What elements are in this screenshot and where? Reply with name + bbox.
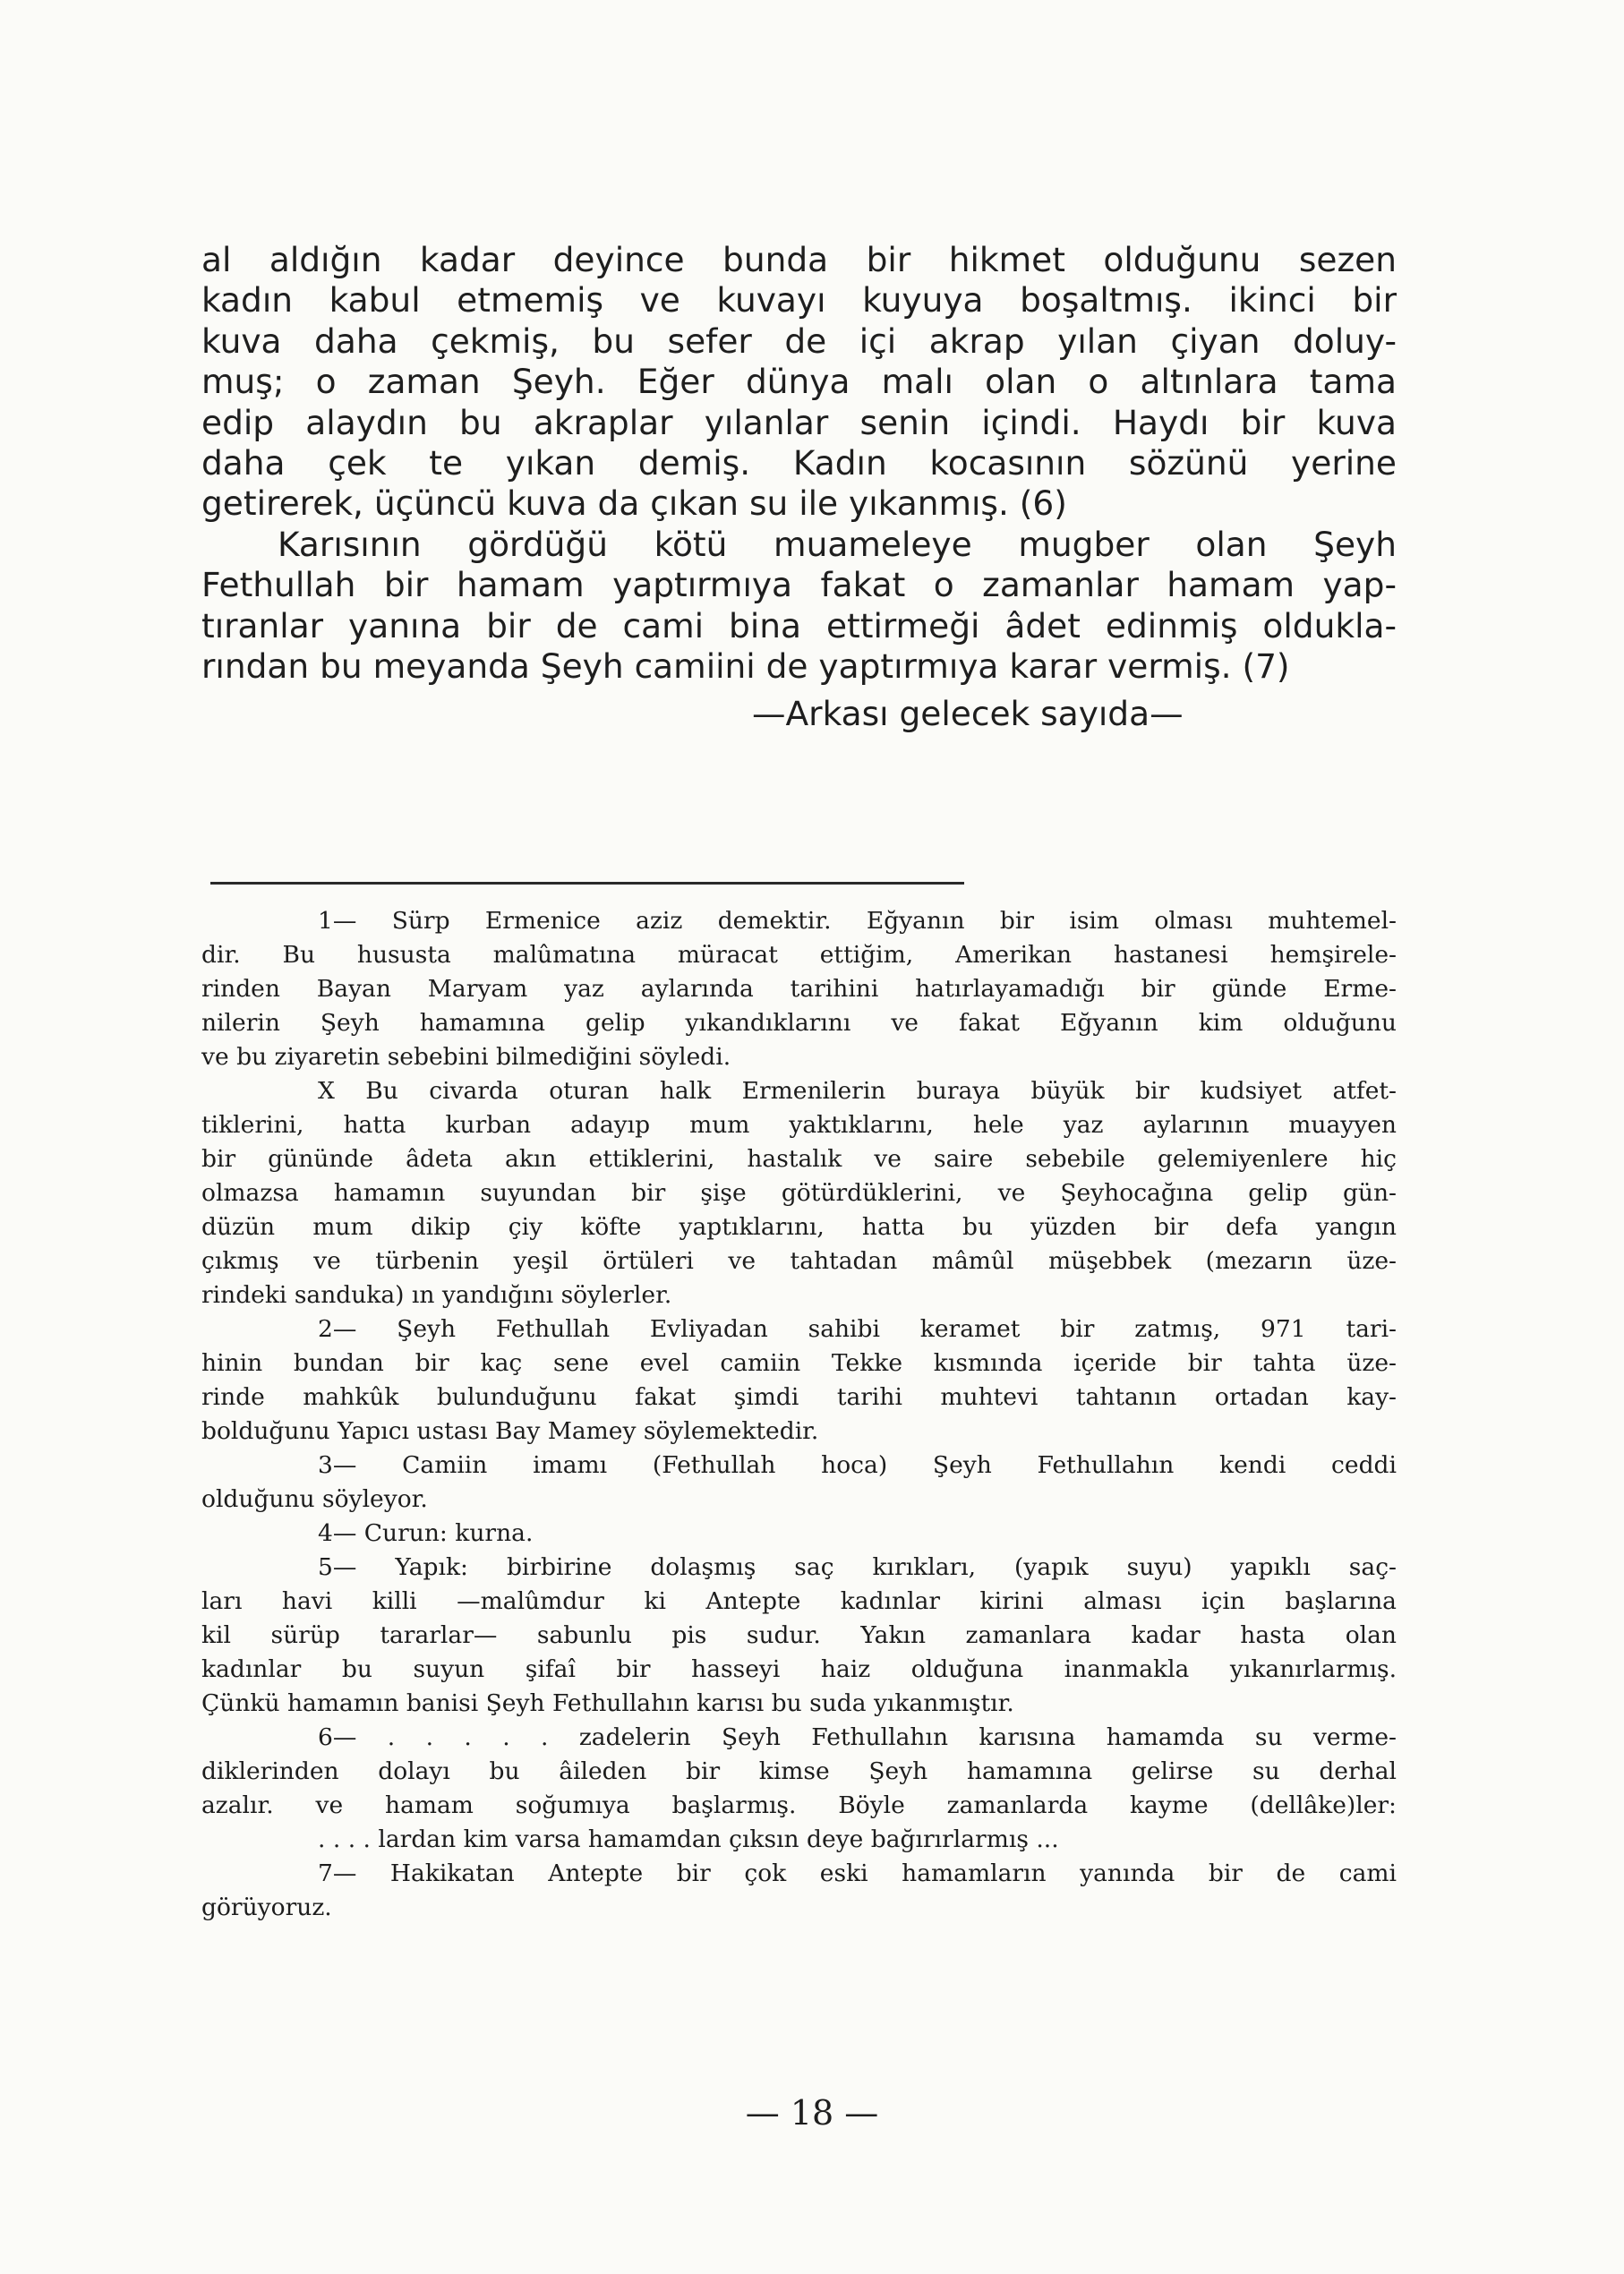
footnote-line: bir gününde âdeta akın ettiklerini, hastalık ve saire sebebile gelemiyenlere hiç (201, 1145, 1397, 1173)
footnote-line: ları havi killi —malûmdur ki Antepte kadınlar kirini alması için başlarına (201, 1587, 1397, 1615)
footnote-line: olmazsa hamamın suyundan bir şişe götürdüklerini, ve Şeyhocağına gelip gün- (201, 1179, 1397, 1207)
footnotes (201, 904, 1397, 1925)
footnote-line: rinde mahkûk bulunduğunu fakat şimdi tarihi muhtevi tahtanın ortadan kay- (201, 1383, 1397, 1411)
footnote-line: Çünkü hamamın banisi Şeyh Fethullahın karısı bu suda yıkanmıştır. (201, 1689, 1014, 1717)
footnote-line: diklerinden dolayı bu âileden bir kimse Şeyh hamamına gelirse su derhal (201, 1757, 1397, 1785)
footnote-line: 4— Curun: kurna. (318, 1519, 534, 1547)
footnote-line: azalır. ve hamam soğumıya başlarmış. Böyle zamanlarda kayme (dellâke)ler: (201, 1791, 1397, 1819)
footnote-line: 2— Şeyh Fethullah Evliyadan sahibi keramet bir zatmış, 971 tari- (318, 1315, 1397, 1343)
continued-notice: —Arkası gelecek sayıda— (752, 694, 1184, 734)
body-line: Karısının gördüğü kötü muameleye mugber olan Şeyh (278, 524, 1397, 564)
article-body (201, 240, 1397, 735)
body-line: Fethullah bir hamam yaptırmıya fakat o zamanlar hamam yap- (201, 565, 1397, 605)
footnote-line: 3— Camiin imamı (Fethullah hoca) Şeyh Fethullahın kendi ceddi (318, 1451, 1397, 1479)
footnote-line: dir. Bu hususta malûmatına müracat ettiğim, Amerikan hastanesi hemşirele- (201, 941, 1397, 969)
footnote-line: çıkmış ve türbenin yeşil örtüleri ve tahtadan mâmûl müşebbek (mezarın üze- (201, 1247, 1397, 1275)
body-line: edip alaydın bu akraplar yılanlar senin içindi. Haydı bir kuva (201, 402, 1397, 442)
footnote-line: . . . . lardan kim varsa hamamdan çıksın deye bağırırlarmış ... (318, 1825, 1059, 1853)
footnote-line: görüyoruz. (201, 1894, 332, 1921)
footnote-line: kil sürüp tararlar— sabunlu pis sudur. Yakın zamanlara kadar hasta olan (201, 1621, 1397, 1649)
footnote-line: rinden Bayan Maryam yaz aylarında tarihini hatırlayamadığı bir günde Erme- (201, 975, 1397, 1003)
footnote-line: olduğunu söyleyor. (201, 1485, 428, 1513)
footnote-line: düzün mum dikip çiy köfte yaptıklarını, hatta bu yüzden bir defa yangın (201, 1213, 1397, 1241)
footnote-line: nilerin Şeyh hamamına gelip yıkandıklarını ve fakat Eğyanın kim olduğunu (201, 1009, 1397, 1037)
footnote-line: ve bu ziyaretin sebebini bilmediğini söyledi. (201, 1043, 731, 1071)
footnote-line: tiklerini, hatta kurban adayıp mum yaktıklarını, hele yaz aylarının muayyen (201, 1111, 1397, 1139)
footnote-line: 1— Sürp Ermenice aziz demektir. Eğyanın bir isim olması muhtemel- (318, 907, 1397, 935)
body-line: rından bu meyanda Şeyh camiini de yaptırmıya karar vermiş. (7) (201, 646, 1290, 687)
footnote-line: rindeki sanduka) ın yandığını söylerler. (201, 1281, 672, 1309)
footnote-line: bolduğunu Yapıcı ustası Bay Mamey söylemektedir. (201, 1417, 819, 1445)
body-line: tıranlar yanına bir de cami bina ettirmeği âdet edinmiş oldukla- (201, 605, 1397, 645)
body-line: al aldığın kadar deyince bunda bir hikmet olduğunu sezen (201, 240, 1397, 279)
body-line: kadın kabul etmemiş ve kuvayı kuyuya boşaltmış. ikinci bir (201, 280, 1397, 321)
footnote-line: 5— Yapık: birbirine dolaşmış saç kırıkları, (yapık suyu) yapıklı saç- (318, 1553, 1397, 1581)
body-line: getirerek, üçüncü kuva da çıkan su ile yıkanmış. (6) (201, 483, 1067, 524)
footnote-line: 7— Hakikatan Antepte bir çok eski hamamların yanında bir de cami (318, 1859, 1397, 1887)
footnote-line: X Bu civarda oturan halk Ermenilerin buraya büyük bir kudsiyet atfet- (318, 1077, 1397, 1105)
footnote-line: 6— . . . . . zadelerin Şeyh Fethullahın karısına hamamda su verme- (318, 1723, 1397, 1751)
body-line: daha çek te yıkan demiş. Kadın kocasının sözünü yerine (201, 443, 1397, 483)
footnote-line: kadınlar bu suyun şifaî bir hasseyi haiz olduğuna inanmakla yıkanırlarmış. (201, 1655, 1397, 1683)
page-number: — 18 — (745, 2093, 879, 2133)
footnote-line: hinin bundan bir kaç sene evel camiin Tekke kısmında içeride bir tahta üze- (201, 1349, 1397, 1377)
footnote-divider (210, 882, 964, 885)
body-line: muş; o zaman Şeyh. Eğer dünya malı olan o altınlara tama (201, 362, 1397, 402)
body-line: kuva daha çekmiş, bu sefer de içi akrap yılan çiyan doluy- (201, 321, 1397, 361)
